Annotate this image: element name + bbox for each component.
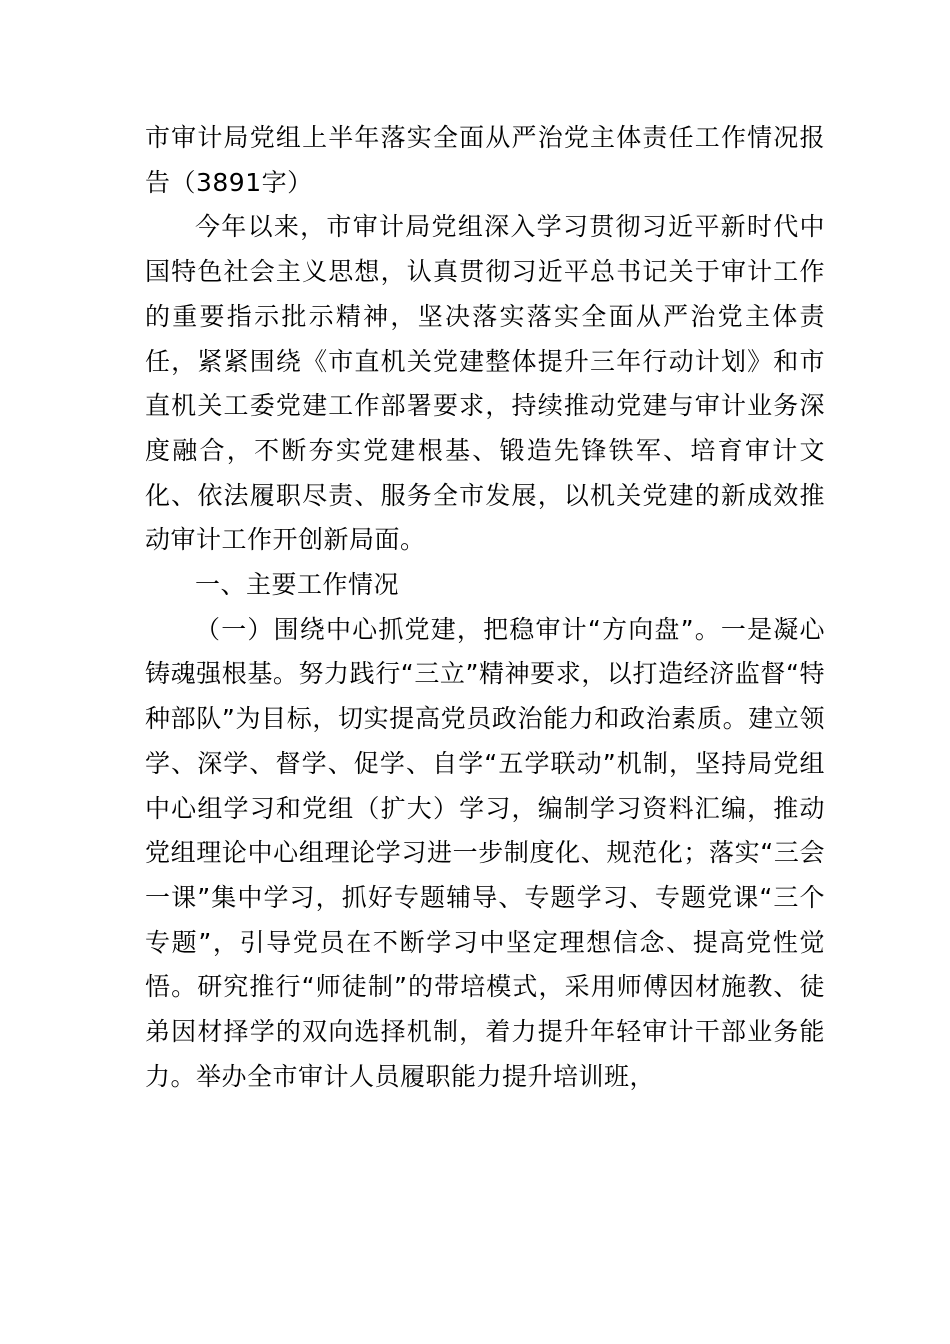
section-paragraph: （一）围绕中心抓党建，把稳审计“方向盘”。一是凝心铸魂强根基。努力践行“三立”精神要求，以打造经济监督“特种部队”为目标，切实提高党员政治能力和政治素质。建立领学、深学、督学、促学、自学“五学联动”机制，坚持局党组中心组学习和党组（扩大）学习，编制学习资料汇编，推动党组理论中心组理论学习进一步制度化、规范化；落实“三会一课”集中学习，抓好专题辅导、专题学习、专题党课“三个专题”，引导党员在不断学习中坚定理想信念、提高党性觉悟。研究推行“师徒制”的带培模式，采用师傅因材施教、徒弟因材择学的双向选择机制，着力提升年轻审计干部业务能力。举办全市审计人员履职能力提升培训班， [145, 614, 825, 1091]
section-heading: 一、主要工作情况 [195, 570, 400, 600]
document-body [145, 116, 825, 1099]
document-title: 市审计局党组上半年落实全面从严治党主体责任工作情况报告（3891字） [145, 123, 825, 197]
intro-paragraph: 今年以来，市审计局党组深入学习贯彻习近平新时代中国特色社会主义思想，认真贯彻习近平总书记关于审计工作的重要指示批示精神，坚决落实落实全面从严治党主体责任，紧紧围绕《市直机关党建整体提升三年行动计划》和市直机关工委党建工作部署要求，持续推动党建与审计业务深度融合，不断夯实党建根基、锻造先锋铁军、培育审计文化、依法履职尽责、服务全市发展，以机关党建的新成效推动审计工作开创新局面。 [145, 212, 825, 555]
